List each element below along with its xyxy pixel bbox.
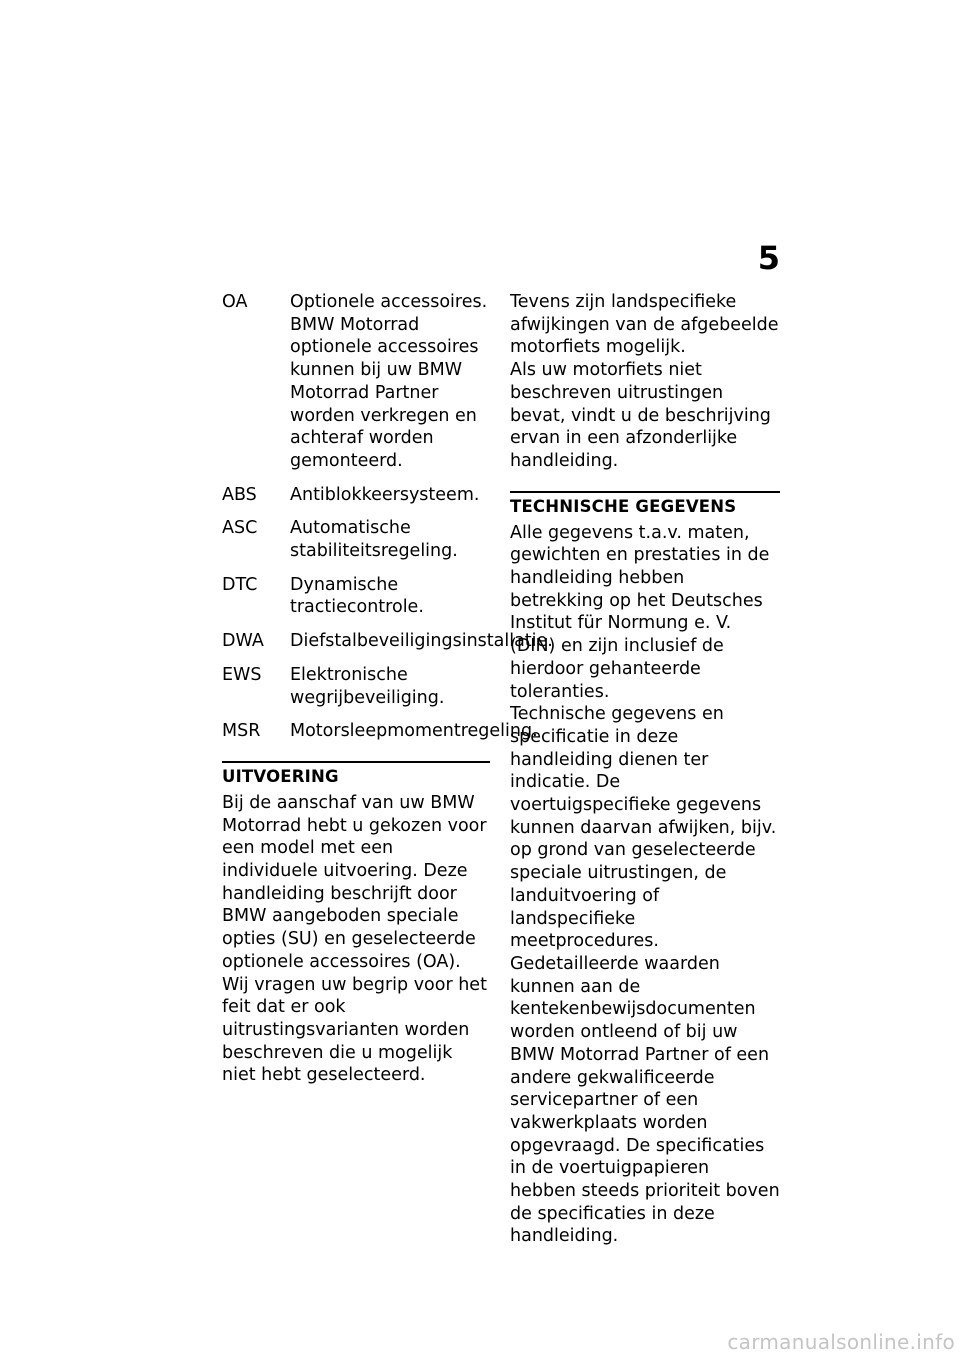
technische-gegevens-paragraph: Technische gegevens en specificatie in deze handleiding dienen ter indicatie. De voertuigspecifieke gegevens kunnen daarvan afwijken, bijv. op grond van geselecteerde speciale uitrustingen, de landuitvoering of landspecifieke meetprocedures. Gedetailleerde waarden kunnen aan de kentekenbewijsdocumenten worden ontleend of bij uw BMW Motorrad Partner of een andere gekwalificeerde servicepartner of een vakwerkplaats worden opgevraagd. De specificaties in de voertuigpapieren hebben steeds prioriteit boven de specificaties in deze handleiding. [510, 704, 780, 1247]
abbreviation-definition: Motorsleepmomentregeling. [290, 721, 538, 742]
abbreviation-definition: Optionele accessoires. BMW Motorrad optionele accessoires kunnen bij uw BMW Motorrad Partner worden verkregen en achteraf worden gemonteerd. [290, 292, 488, 471]
technische-gegevens-paragraph: Alle gegevens t.a.v. maten, gewichten en prestaties in de handleiding hebben betrekking op het Deutsches Institut für Normung e. V. (DIN) en zijn inclusief de hierdoor gehanteerde toleranties. [510, 522, 770, 702]
watermark-text: carmanualsonline.info [727, 1330, 955, 1354]
intro-paragraph: Als uw motorfiets niet beschreven uitrustingen bevat, vindt u de beschrijving ervan in een afzonderlijke handleiding. [510, 360, 771, 471]
abbreviation-term: ABS [222, 484, 257, 505]
abbreviation-term: EWS [222, 664, 262, 685]
abbreviation-item [222, 517, 490, 562]
intro-paragraph: Tevens zijn landspecifieke afwijkingen van de afgebeelde motorfiets mogelijk. [510, 292, 779, 358]
page-number: 5 [757, 239, 780, 277]
left-column [222, 291, 553, 1087]
section-divider [510, 491, 780, 493]
section-heading-uitvoering: UITVOERING [222, 766, 339, 786]
abbreviation-term: MSR [222, 721, 261, 742]
abbreviation-term: DWA [222, 631, 264, 652]
section-divider [222, 761, 490, 763]
abbreviation-item [222, 291, 490, 473]
abbreviation-item [222, 574, 490, 619]
abbreviation-definition: Dynamische tractiecontrole. [290, 574, 424, 618]
abbreviation-item [222, 484, 490, 507]
abbreviation-item [222, 664, 490, 709]
abbreviation-definition: Diefstalbeveiligingsinstallatie. [290, 631, 553, 652]
abbreviation-item [222, 630, 553, 653]
abbreviation-item [222, 720, 538, 743]
abbreviation-term: ASC [222, 518, 258, 539]
uitvoering-paragraph: Bij de aanschaf van uw BMW Motorrad hebt u gekozen voor een model met een individuele uitvoering. Deze handleiding beschrijft door BMW aangeboden speciale opties (SU) en geselecteerde optionele accessoires (OA). Wij vragen uw begrip voor het feit dat er ook uitrustingsvarianten worden beschreven die u mogelijk niet hebt geselecteerd. [222, 792, 487, 1086]
abbreviation-term: DTC [222, 574, 258, 595]
section-heading-technische-gegevens: TECHNISCHE GEGEVENS [510, 496, 737, 516]
right-column [510, 291, 780, 1248]
abbreviation-term: OA [222, 292, 248, 312]
abbreviation-definition: Elektronische wegrijbeveiliging. [290, 664, 445, 708]
abbreviation-list [222, 291, 553, 743]
abbreviation-definition: Antiblokkeersysteem. [290, 484, 480, 505]
abbreviation-definition: Automatische stabiliteitsregeling. [290, 518, 458, 562]
